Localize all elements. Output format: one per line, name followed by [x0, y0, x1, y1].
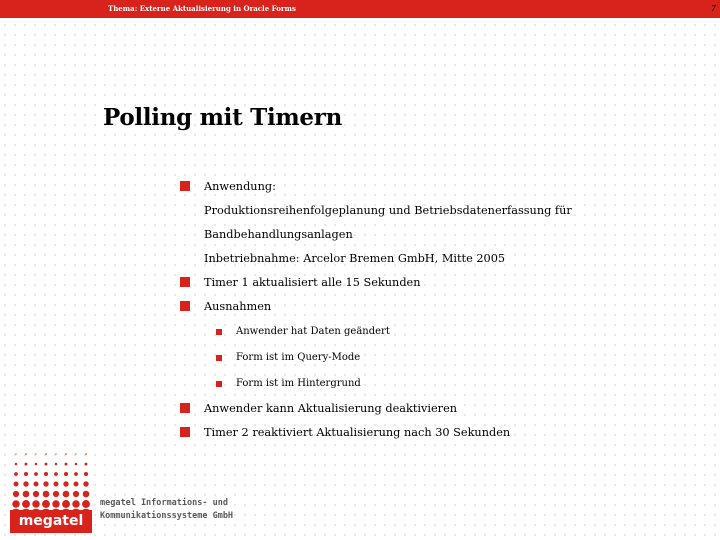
sub-bullet-square-icon — [216, 329, 222, 335]
header-title: Thema: Externe Aktualisierung in Oracle Forms — [108, 4, 296, 13]
bullet-continuation: Bandbehandlungsanlagen — [204, 228, 353, 241]
sub-bullet-text: Anwender hat Daten geändert — [236, 326, 390, 337]
bullet-item — [180, 271, 700, 295]
sub-bullet-item — [216, 345, 700, 371]
bullet-continuation: Produktionsreihenfolgeplanung und Betriebsdatenerfassung für — [204, 204, 572, 217]
bullet-square-icon — [180, 403, 190, 413]
bullet-list — [180, 175, 700, 445]
bullet-text: Ausnahmen — [204, 300, 272, 313]
bullet-item — [180, 175, 700, 199]
bullet-continuation: Inbetriebnahme: Arcelor Bremen GmbH, Mitte 2005 — [204, 252, 506, 265]
sub-bullet-item — [216, 371, 700, 397]
sub-bullet-square-icon — [216, 355, 222, 361]
sub-bullet-square-icon — [216, 381, 222, 387]
bullet-item — [180, 295, 700, 319]
bullet-square-icon — [180, 301, 190, 311]
bullet-square-icon — [180, 277, 190, 287]
megatel-logo — [10, 448, 92, 533]
company-line-2: Kommunikationssysteme GmbH — [100, 511, 234, 521]
bullet-square-icon — [180, 427, 190, 437]
company-name — [100, 497, 233, 523]
bullet-item — [180, 397, 700, 421]
bullet-text: Anwender kann Aktualisierung deaktivieren — [204, 402, 458, 415]
slide-title: Polling mit Timern — [103, 104, 343, 131]
bullet-text: Anwendung: — [204, 180, 276, 193]
company-line-1: megatel Informations- und — [100, 498, 228, 508]
sub-bullet-list — [180, 319, 700, 397]
bullet-item — [180, 421, 700, 445]
sub-bullet-text: Form ist im Query-Mode — [236, 352, 361, 363]
sub-bullet-text: Form ist im Hintergrund — [236, 378, 361, 389]
bullet-text: Timer 1 aktualisiert alle 15 Sekunden — [204, 276, 421, 289]
bullet-square-icon — [180, 181, 190, 191]
bullet-text: Timer 2 reaktiviert Aktualisierung nach 30 Sekunden — [204, 426, 511, 439]
sub-bullet-item — [216, 319, 700, 345]
page-number: 7 — [710, 4, 716, 13]
logo-text: megatel — [18, 513, 84, 529]
